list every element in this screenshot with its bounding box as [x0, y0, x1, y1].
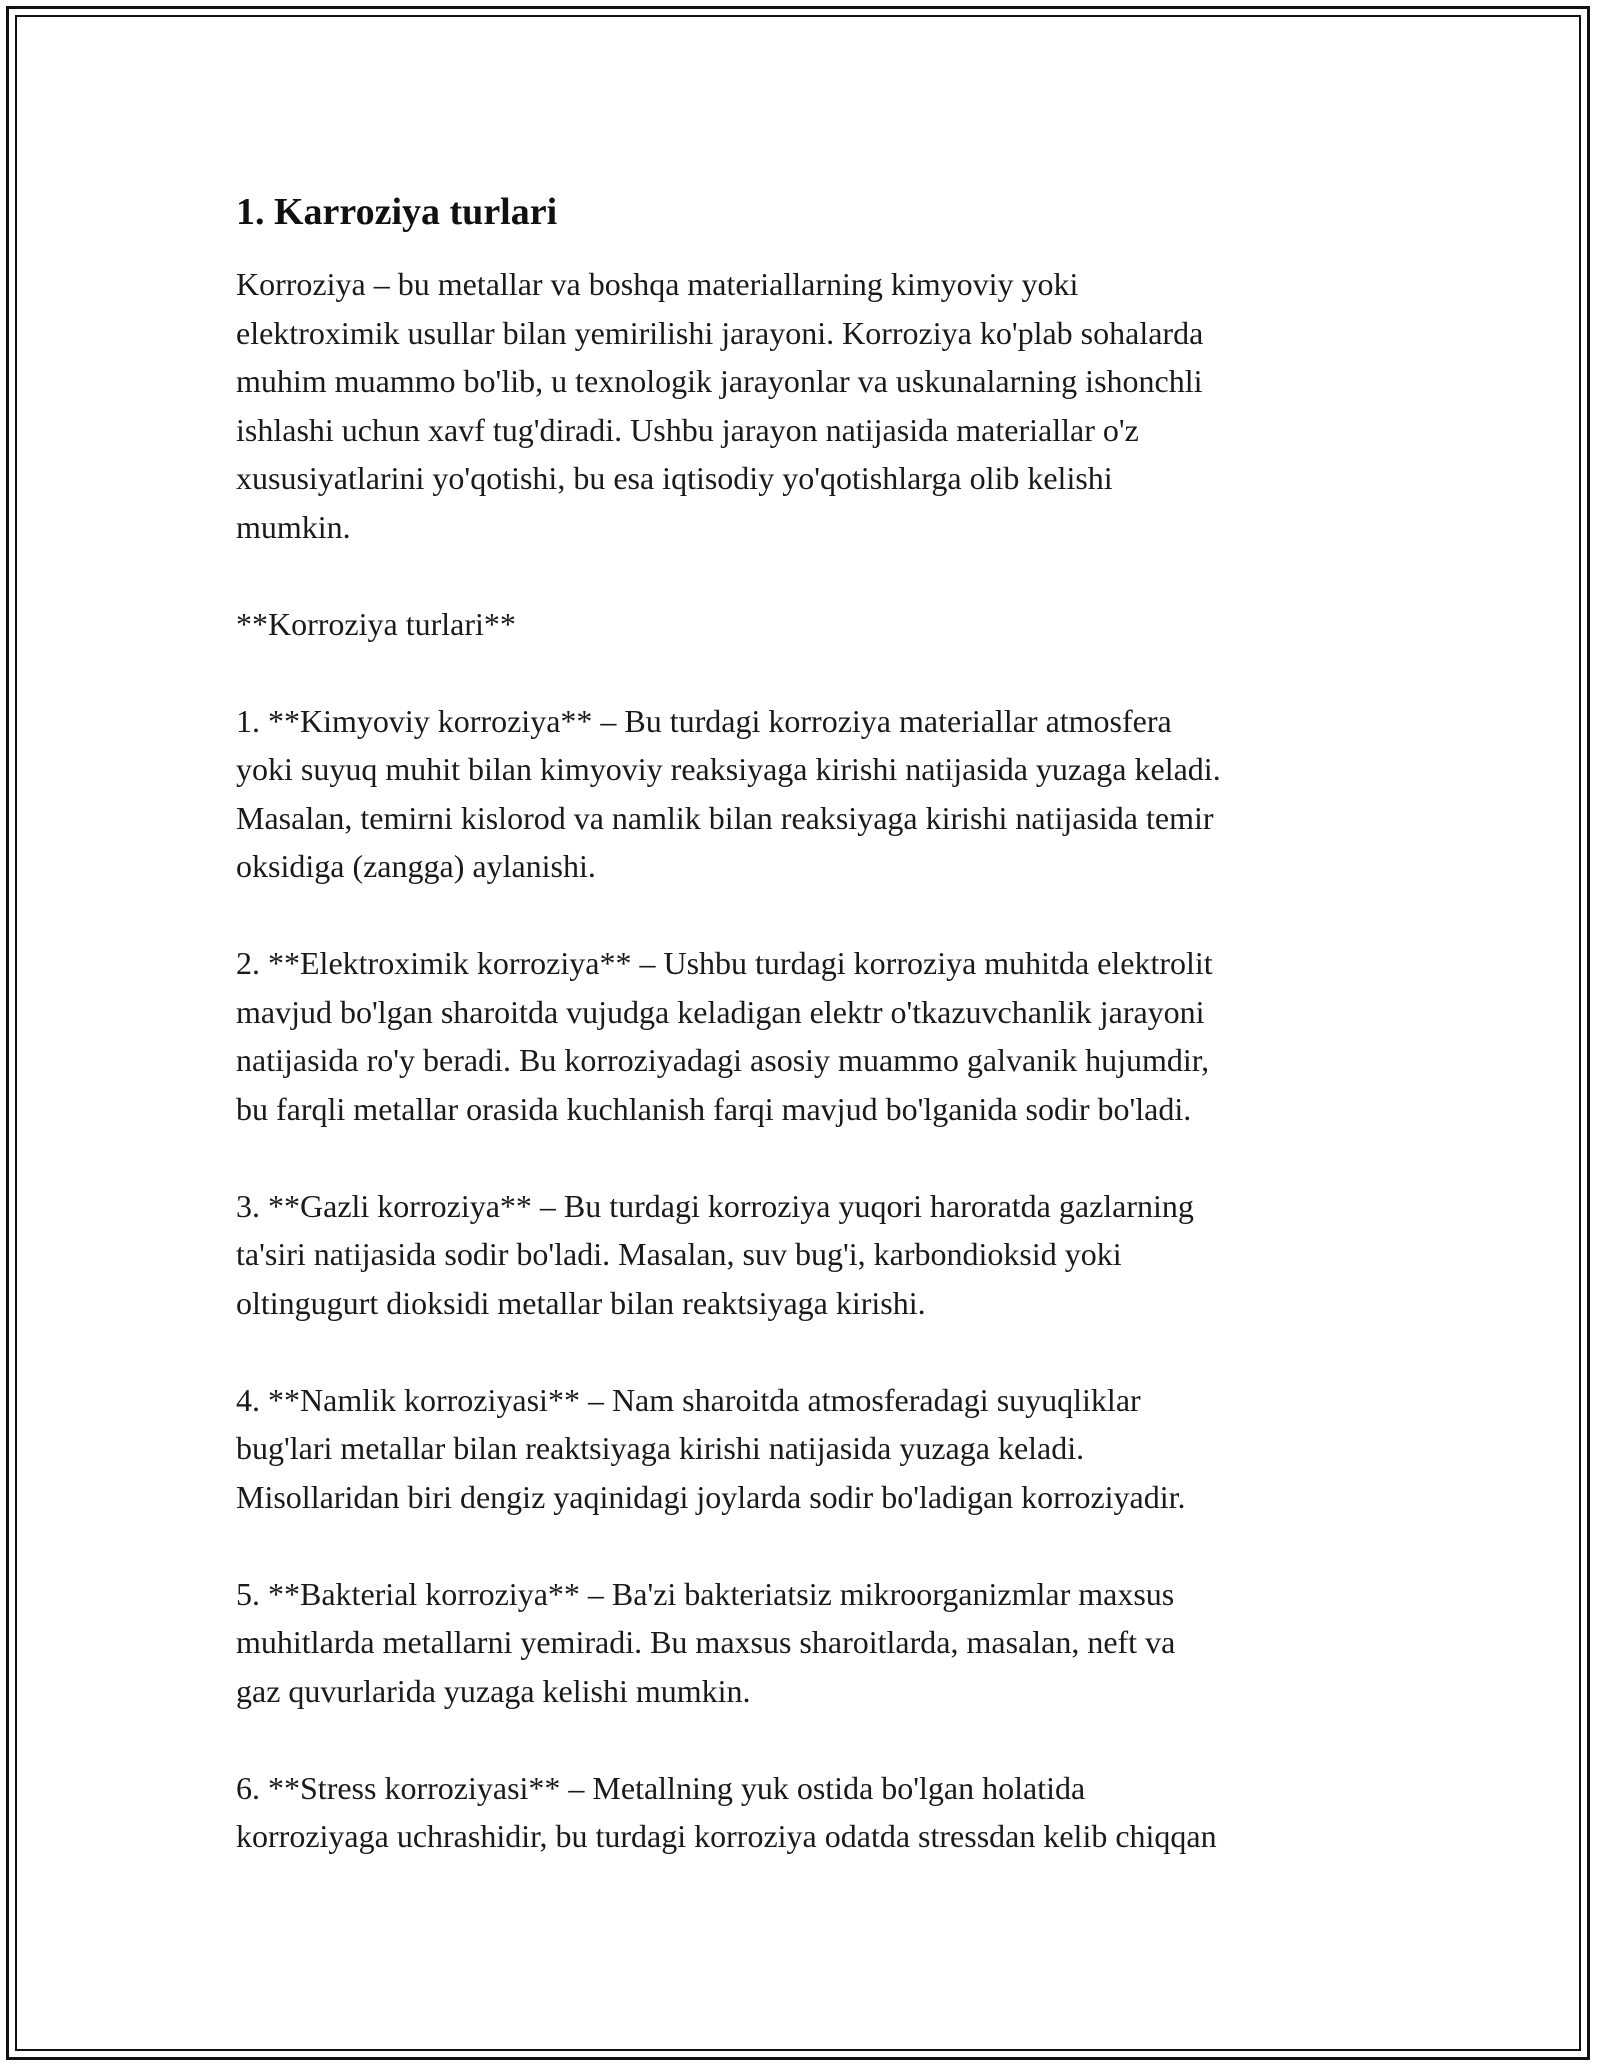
document-title: 1. Karroziya turlari: [236, 191, 558, 233]
corrosion-type-item: 4. **Namlik korroziyasi** – Nam sharoitda atmosferadagi suyuqliklar bug'lari metallar bilan reaktsiyaga kirishi natijasida yuzaga keladi. Misollaridan biri dengiz yaqinidagi joylarda sodir bo'ladigan korroziyadir.: [236, 1381, 1186, 1515]
document-body: [236, 188, 1376, 1861]
intro-paragraph: Korroziya – bu metallar va boshqa materiallarning kimyoviy yoki elektroximik usullar bilan yemirilishi jarayoni. Korroziya ko'plab sohalarda muhim muammo bo'lib, u texnologik jarayonlar va uskunalarning ishonchli ishlashi uchun xavf tug'diradi. Ushbu jarayon natijasida materiallar o'z xususiyatlarini yo'qotishi, bu esa iqtisodiy yo'qotishlarga olib kelishi mumkin.: [236, 266, 1204, 545]
corrosion-type-item: 2. **Elektroximik korroziya** – Ushbu turdagi korroziya muhitda elektrolit mavjud bo'lgan sharoitda vujudga keladigan elektr o'tkazuvchanlik jarayoni natijasida ro'y beradi. Bu korroziyadagi asosiy muammo galvanik hujumdir, bu farqli metallar orasida kuchlanish farqi mavjud bo'lganida sodir bo'ladi.: [236, 945, 1213, 1127]
section-heading: **Korroziya turlari**: [236, 605, 516, 642]
corrosion-type-item: 6. **Stress korroziyasi** – Metallning yuk ostida bo'lgan holatida korroziyaga uchrashidir, bu turdagi korroziya odatda stressdan kelib chiqqan: [236, 1769, 1217, 1854]
corrosion-type-item: 3. **Gazli korroziya** – Bu turdagi korroziya yuqori haroratda gazlarning ta'siri natijasida sodir bo'ladi. Masalan, suv bug'i, karbondioksid yoki oltingugurt dioksidi metallar bilan reaktsiyaga kirishi.: [236, 1187, 1194, 1321]
corrosion-type-item: 1. **Kimyoviy korroziya** – Bu turdagi korroziya materiallar atmosfera yoki suyuq muhit bilan kimyoviy reaksiyaga kirishi natijasida yuzaga keladi. Masalan, temirni kislorod va namlik bilan reaksiyaga kirishi natijasida temir oksidiga (zangga) aylanishi.: [236, 702, 1221, 884]
corrosion-type-item: 5. **Bakterial korroziya** – Ba'zi bakteriatsiz mikroorganizmlar maxsus muhitlarda metallarni yemiradi. Bu maxsus sharoitlarda, masalan, neft va gaz quvurlarida yuzaga kelishi mumkin.: [236, 1575, 1176, 1709]
